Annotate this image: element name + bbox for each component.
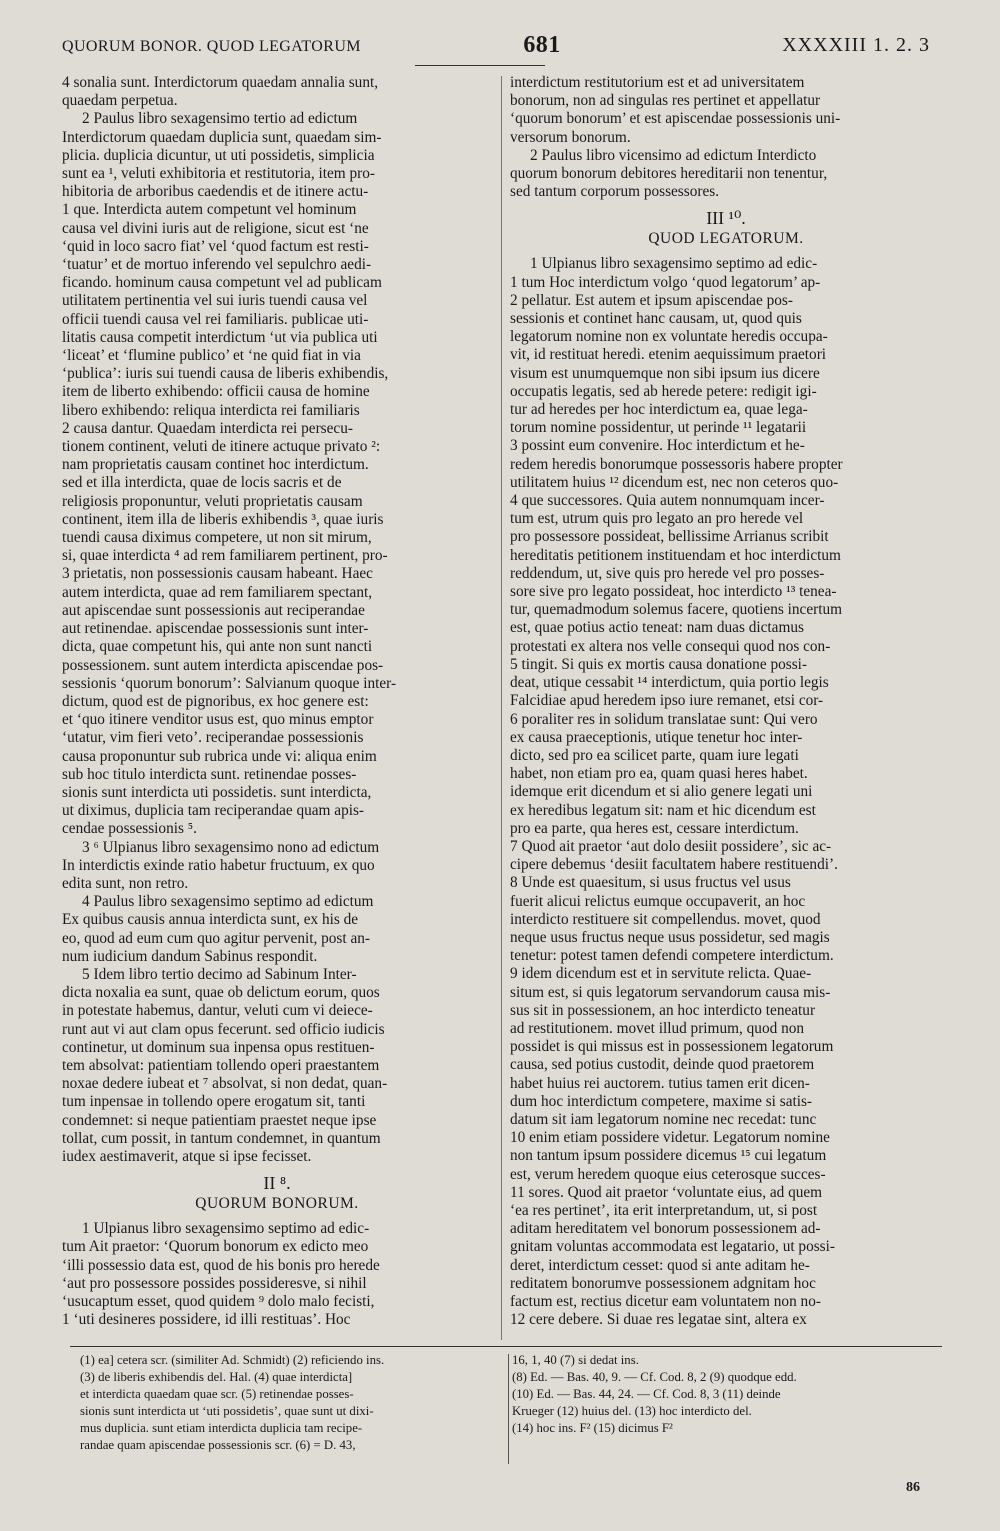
text-line: utilitatem huius ¹² dicendum est, nec non ceteros quo- [510, 473, 839, 491]
footnote-line: et interdicta quaedam quae scr. (5) retinendae posses- [80, 1387, 354, 1401]
text-line: 4 Paulus libro sexagensimo septimo ad edictum [82, 893, 374, 911]
text-line: si, quae interdicta ⁴ ad rem familiarem pertinent, pro- [62, 547, 388, 565]
text-line: 2 Paulus libro sexagensimo tertio ad edictum [82, 110, 358, 128]
section-number: II ⁸. [263, 1173, 291, 1194]
running-head [62, 32, 930, 60]
text-line: dicta noxalia ea sunt, quae ob delictum eorum, quos [62, 984, 380, 1002]
text-line: aut apiscendae sunt possessionis aut reciperandae [62, 601, 365, 619]
text-line: edita sunt, non retro. [62, 874, 189, 892]
text-line: ficando. hominum causa competunt vel ad publicam [62, 274, 382, 292]
text-line: ad restitutionem. movet illud primum, quod non [510, 1019, 805, 1037]
text-line: eo, quod ad eum cum quo agitur pervenit, post an- [62, 929, 370, 947]
signature-mark: 86 [906, 1480, 920, 1495]
text-line: redem heredis bonorumque possessoris habere propter [510, 455, 843, 473]
text-line: sub hoc titulo interdicta sunt. retinendae posses- [62, 765, 357, 783]
text-line: 5 Idem libro tertio decimo ad Sabinum Inter- [82, 965, 357, 983]
running-head-right: XXXXIII 1. 2. 3 [782, 34, 930, 56]
text-line: legatorum nomine non ex voluntate heredis occupa- [510, 328, 828, 346]
text-line: sessionis ‘quorum bonorum’: Salvianum quoque inter- [62, 674, 397, 692]
footnote-line: (14) hoc ins. F² (15) dicimus F² [512, 1421, 673, 1435]
text-line: possessionem. sunt autem interdicta apiscendae pos- [62, 656, 384, 674]
text-line: reditatem bonorumve possessionem adgnitam hoc [510, 1274, 816, 1292]
text-line: idemque erit dicendum et si alio genere legati uni [510, 783, 813, 801]
footnotes-right [512, 1352, 942, 1437]
text-line: vit, id restituat heredi. etenim aequissimum praetori [510, 346, 827, 364]
text-line: 9 idem dicendum est et in servitute relicta. Quae- [510, 965, 812, 983]
text-line: fuerit alicui relictus eumque occupaverit, an hoc [510, 892, 806, 910]
footnotes-left [80, 1352, 500, 1454]
text-line: possidet is qui missus est in possessionem legatorum [510, 1038, 834, 1056]
footnote-line: (1) ea] cetera scr. (similiter Ad. Schmidt) (2) reficiendo ins. [80, 1353, 385, 1367]
text-line: habet huius rei auctorem. tutius tamen erit dicen- [510, 1074, 810, 1092]
text-line: torum nomine possidentur, ut perinde ¹¹ legatarii [510, 419, 807, 437]
text-line: hereditatis petitionem instituendam et hoc interdictum [510, 546, 841, 564]
text-line: 2 causa dantur. Quaedam interdicta rei persecu- [62, 419, 353, 437]
text-line: neque usus fructus neque usus possidetur, sed magis [510, 928, 830, 946]
text-line: In interdictis exinde ratio habetur fructuum, ex quo [62, 856, 375, 874]
text-line: bonorum, non ad singulas res pertinet et appellatur [510, 92, 821, 110]
text-line: officii tuendi causa vel rei familiaris. publicae uti- [62, 310, 369, 328]
text-line: gnitam voluntas accommodata est legatario, ut possi- [510, 1238, 835, 1256]
text-line: ex causa praeceptionis, utique tenetur hoc inter- [510, 728, 803, 746]
text-line: Ex quibus causis annua interdicta sunt, ex his de [62, 911, 359, 929]
text-line: iudex aestimaverit, atque si ipse fecisset. [62, 1147, 312, 1165]
footnote-line: Krueger (12) huius del. (13) hoc interdicto del. [512, 1404, 752, 1418]
text-line: ‘tuatur’ et de mortuo inferendo vel sepulchro aedi- [62, 256, 372, 274]
text-line: 2 pellatur. Est autem et ipsum apiscendae pos- [510, 291, 793, 309]
column-divider [501, 76, 502, 1340]
text-line: cipere debemus ‘desiit facultatem habere restituendi’. [510, 856, 838, 874]
text-line: non tantum ipsum possidere dicemus ¹⁵ cui legatum [510, 1147, 827, 1165]
text-line: tum Ait praetor: ‘Quorum bonorum ex edicto meo [62, 1238, 369, 1256]
text-line: condemnet: si neque patientiam praestet neque ipse [62, 1111, 377, 1129]
section-number: III ¹⁰. [706, 208, 746, 229]
text-line: 1 tum Hoc interdictum volgo ‘quod legatorum’ ap- [510, 273, 821, 291]
text-line: habet, non etiam pro ea, quam quasi heres habet. [510, 765, 808, 783]
text-line: ‘quorum bonorum’ et est apiscendae possessionis uni- [510, 110, 841, 128]
text-line: tionem continent, veluti de itinere actuque privato ²: [62, 438, 381, 456]
text-line: et ‘quo itinere venditor usus est, quo minus emptor [62, 711, 374, 729]
text-line: dum hoc interdictum competere, maxime si satis- [510, 1092, 813, 1110]
text-line: ‘illi possessio data est, quod de his bonis pro herede [62, 1256, 380, 1274]
text-line: sed tantum corporum possessores. [510, 183, 720, 201]
text-line: 12 cere debere. Si duae res legatae sint, altera ex [510, 1311, 807, 1329]
footnote-line: (3) de liberis exhibendis del. Hal. (4) quae interdicta] [80, 1370, 353, 1384]
text-line: deret, interdictum cesset: quod si ante aditam he- [510, 1256, 810, 1274]
text-line: aut retinendae. apiscendae possessionis sunt inter- [62, 620, 369, 638]
text-line: tollat, cum possit, in tantum condemnet, in quantum [62, 1129, 381, 1147]
text-line: in potestate habemus, dantur, veluti cum vi deiece- [62, 1002, 373, 1020]
text-line: tenetur: potest tamen defendi competere interdictum. [510, 947, 834, 965]
text-line: Falcidiae apud heredem ipso iure remanet, etsi cor- [510, 692, 824, 710]
text-line: protestati ex altera nos velle consequi quod nos con- [510, 637, 831, 655]
text-line: est, verum heredem quoque eius ceterosque succes- [510, 1165, 826, 1183]
text-line: 3 possint eum convenire. Hoc interdictum et he- [510, 437, 805, 455]
section-title: QUOD LEGATORUM. [648, 230, 804, 248]
text-line: nam proprietatis causam continet hoc interdictum. [62, 456, 369, 474]
text-line: ut diximus, duplicia tam reciperandae quam apis- [62, 802, 365, 820]
left-column [62, 74, 492, 1329]
text-line: 4 sonalia sunt. Interdictorum quaedam annalia sunt, [62, 74, 379, 91]
text-line: 2 Paulus libro vicensimo ad edictum Interdicto [530, 146, 817, 164]
text-line: occupatis legatis, sed ab herede petere: redigit igi- [510, 382, 817, 400]
footnote-line: 16, 1, 40 (7) si dedat ins. [512, 1353, 639, 1367]
text-line: Interdictorum quaedam duplicia sunt, quaedam sim- [62, 128, 382, 146]
text-line: dicto, sed pro ea scilicet parte, quam iure legati [510, 746, 799, 764]
text-line: causa, sed potius custodit, deinde quod praetorem [510, 1056, 815, 1074]
page-number: 681 [523, 32, 561, 58]
text-line: situm est, si quis legatorum servandorum causa mis- [510, 983, 831, 1001]
text-line: 5 tingit. Si quis ex mortis causa donatione possi- [510, 655, 807, 673]
text-line: 3 ⁶ Ulpianus libro sexagensimo nono ad edictum [82, 838, 380, 856]
text-line: continetur, ut dominum sua inpensa opus restituen- [62, 1038, 375, 1056]
text-line: 11 sores. Quod ait praetor ‘voluntate eius, ad quem [510, 1183, 823, 1201]
text-line: litatis causa competit interdictum ‘ut via publica uti [62, 328, 378, 346]
text-line: ‘quid in loco sacro fiat’ vel ‘quod factum est resti- [62, 237, 369, 255]
text-line: 3 prietatis, non possessionis causam habeant. Haec [62, 565, 373, 583]
footnote-rule [70, 1346, 942, 1347]
text-line: sionis sunt interdicta uti possidetis. sunt interdicta, [62, 783, 372, 801]
text-line: 4 que successores. Quia autem nonnumquam incer- [510, 492, 825, 510]
text-line: sed et illa interdicta, quae de locis sacris et de [62, 474, 342, 492]
text-line: utilitatem pertinentia vel sui iuris tuendi causa vel [62, 292, 368, 310]
right-column-top-text [510, 74, 942, 201]
text-line: interdictum restitutorium est et ad universitatem [510, 74, 805, 91]
text-line: sore sive pro legato possideat, hoc interdicto ¹³ tenea- [510, 583, 837, 601]
text-line: 1 ‘uti desineres possidere, id illi restituas’. Hoc [62, 1311, 351, 1329]
text-line: num iudicium dandum Sabinus respondit. [62, 947, 318, 965]
text-line: visum est unumquemque non sibi ipsum ius dicere [510, 364, 820, 382]
text-line: tem absolvat: patientiam tollendo operi praestantem [62, 1056, 380, 1074]
section-ii-text [62, 1220, 492, 1329]
text-line: cendae possessionis ⁵. [62, 820, 197, 838]
left-column-text [62, 74, 492, 1166]
text-line: tuendi causa diximus competere, ut non sit mirum, [62, 529, 372, 547]
text-line: tum est, utrum quis pro legato an pro herede vel [510, 510, 804, 528]
footnote-line: mus duplicia. sunt etiam interdicta duplicia tam recipe- [80, 1421, 363, 1435]
right-column [510, 74, 942, 1329]
text-line: 1 que. Interdicta autem competunt vel hominum [62, 201, 357, 219]
footnote-line: (10) Ed. — Bas. 44, 24. — Cf. Cod. 8, 3 (11) deinde [512, 1387, 781, 1401]
text-line: est, quae potius actio teneat: nam duas dictamus [510, 619, 804, 637]
text-line: sessionis et continet hanc causam, ut, quod quis [510, 310, 802, 328]
text-line: continent, item illa de liberis exhibendis ³, quae iuris [62, 510, 384, 528]
text-line: libero exhibendo: reliqua interdicta rei familiaris [62, 401, 360, 419]
text-line: tur ad heredes per hoc interdictum ea, quae lega- [510, 401, 808, 419]
text-line: hibitoria de arboribus caedendis et de itinere actu- [62, 183, 369, 201]
text-line: versorum bonorum. [510, 128, 631, 146]
text-line: 10 enim etiam possidere videtur. Legatorum nomine [510, 1129, 830, 1147]
text-line: quaedam perpetua. [62, 92, 178, 110]
text-line: ‘publica’: iuris sui tuendi causa de liberis exhibendis, [62, 365, 389, 383]
text-line: dictum, quod est de pignoribus, ex hoc genere est: [62, 692, 369, 710]
text-line: factum est, rectius dicetur eam voluntatem non no- [510, 1293, 821, 1310]
section-iii-text [510, 255, 942, 1329]
text-line: datum sit iam legatorum nomine nec recedat: tunc [510, 1110, 817, 1128]
text-line: ‘usucaptum esset, quod quidem ⁹ dolo malo fecisti, [62, 1293, 375, 1310]
text-line: 6 poraliter res in solidum translatae sunt: Qui vero [510, 710, 818, 728]
text-line: causa vel divini iuris aut de religione, sicut est ‘ne [62, 219, 369, 237]
text-line: 1 Ulpianus libro sexagensimo septimo ad edic- [82, 1220, 370, 1238]
text-line: sus sit in possessionem, an hoc interdicto teneatur [510, 1001, 816, 1019]
text-line: 7 Quod ait praetor ‘aut dolo desiit possidere’, sic ac- [510, 837, 832, 855]
section-title: QUORUM BONORUM. [195, 1195, 359, 1213]
text-line: quorum bonorum debitores hereditarii non tenentur, [510, 165, 828, 183]
text-line: causa proponuntur sub rubrica unde vi: aliqua enim [62, 747, 377, 765]
running-head-left: QUORUM BONOR. QUOD LEGATORUM [62, 38, 361, 55]
text-line: noxae dedere iubeat et ⁷ absolvat, si non dedat, quan- [62, 1075, 388, 1093]
text-line: religiosis proponuntur, veluti proprietatis causam [62, 492, 363, 510]
text-line: pro possessore possideat, bellissime Arrianus scribit [510, 528, 829, 546]
text-line: 1 Ulpianus libro sexagensimo septimo ad edic- [530, 255, 818, 273]
text-line: plicia. duplicia dicuntur, ut uti possidetis, simplicia [62, 146, 375, 164]
footnote-line: randae quam apiscendae possessionis scr. (6) = D. 43, [80, 1438, 356, 1452]
footnote-divider [508, 1354, 509, 1464]
text-line: ‘aut pro possessore possides possideresve, si nihil [62, 1274, 367, 1292]
text-line: sunt ea ¹, veluti exhibitoria et restitutoria, item pro- [62, 165, 375, 183]
header-rule [415, 65, 545, 66]
text-line: 8 Unde est quaesitum, si usus fructus vel usus [510, 874, 791, 892]
footnote-line: sionis sunt interdicta ut ‘uti possidetis’, quae sunt ut dixi- [80, 1404, 374, 1418]
text-line: tur, quemadmodum solemus facere, quotiens incertum [510, 601, 843, 619]
text-line: runt aut vi aut clam opus fecerunt. sed officio iudicis [62, 1020, 385, 1038]
text-line: aditam hereditatem vel bonorum possessionem ad- [510, 1220, 821, 1238]
text-line: item de liberto exhibendo: officii causa de homine [62, 383, 370, 401]
text-line: tum inpensae in tollendo opere erogatum sit, tanti [62, 1093, 366, 1111]
text-line: interdicto restituere sit compellendus. movet, quod [510, 910, 821, 928]
text-line: ex heredibus legatum sit: nam et hic dicendum est [510, 801, 816, 819]
text-line: pro ea parte, qua heres est, cessare interdictum. [510, 819, 799, 837]
text-line: ‘utatur, vim fieri veto’. reciperandae possessionis [62, 729, 364, 747]
text-line: ‘liceat’ et ‘flumine publico’ et ‘ne quid fiat in via [62, 347, 361, 365]
footnote-line: (8) Ed. — Bas. 40, 9. — Cf. Cod. 8, 2 (9) quodque edd. [512, 1370, 797, 1384]
text-line: dicta, quae competunt his, qui ante non sunt nancti [62, 638, 373, 656]
text-line: reddendum, ut, sive quis pro herede vel pro posses- [510, 564, 825, 582]
text-line: autem interdicta, quae ad rem familiarem spectant, [62, 583, 373, 601]
text-line: ‘ea res pertinet’, ita erit interpretandum, ut, si post [510, 1201, 818, 1219]
text-line: deat, utique cessabit ¹⁴ interdictum, quia portio legis [510, 674, 829, 692]
